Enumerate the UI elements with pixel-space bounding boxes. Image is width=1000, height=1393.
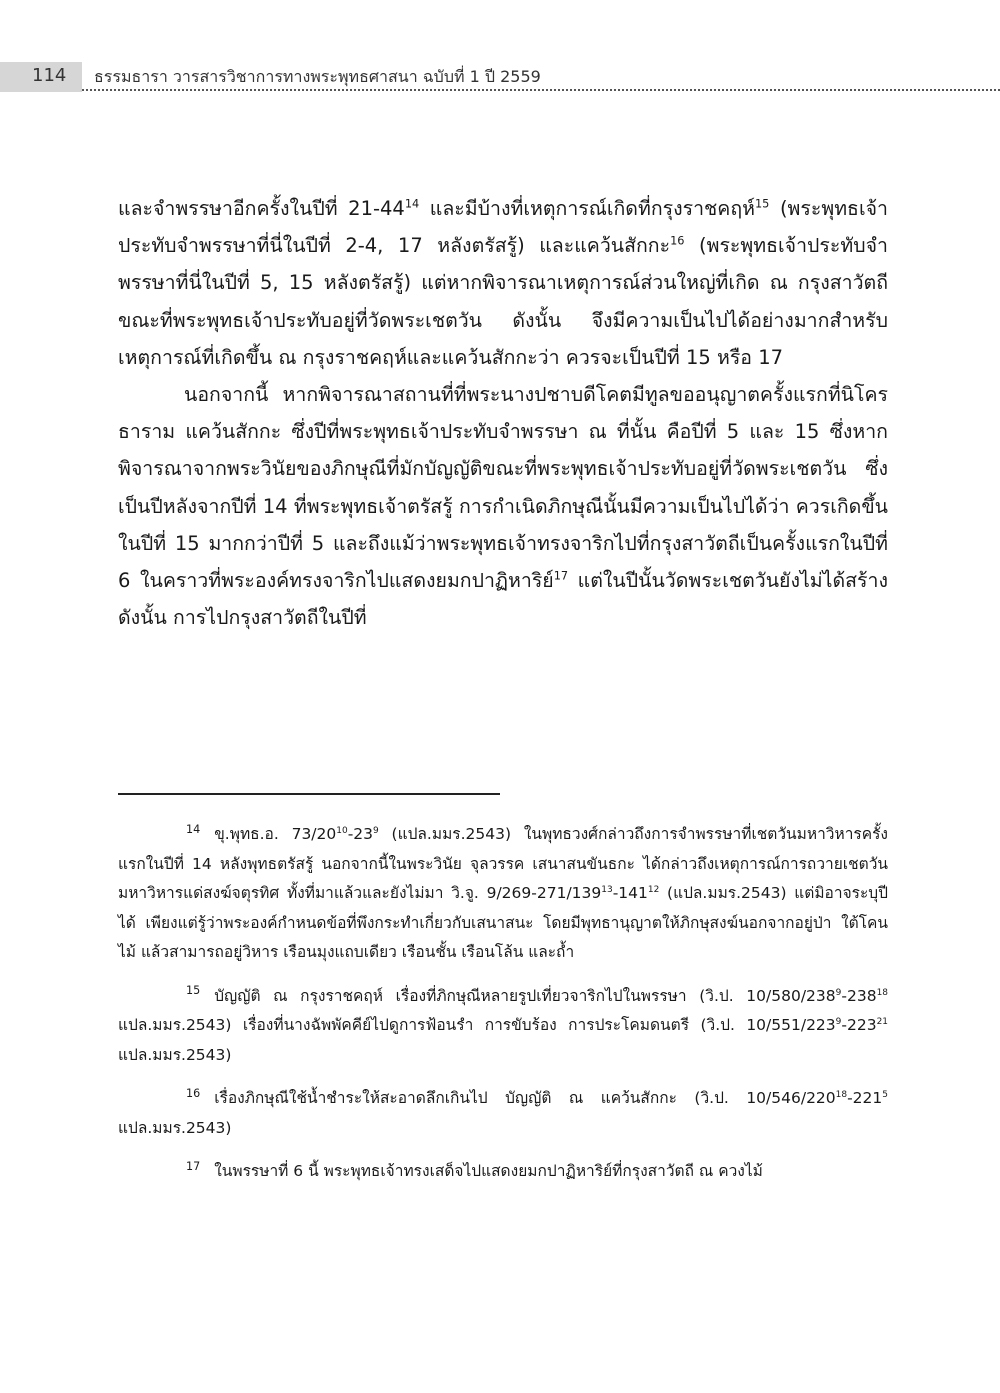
text-run: (พระพุทธเจ้าประทับจำพรรษาที่นี่ในปีที่ 2-4, 17 หลังตรัสรู้) และแคว้นสักกะ xyxy=(118,197,888,258)
text-run: เรื่องภิกษุณีใช้น้ำชำระให้สะอาดลึกเกินไป บัญญัติ ณ แคว้นสักกะ (วิ.ป. 10/546/220 xyxy=(214,1089,836,1107)
page-number: 114 xyxy=(32,65,67,86)
text-run: นอกจากนี้ หากพิจารณาสถานที่ที่พระนางปชาบดีโคตมีทูลขออนุญาตครั้งแรกที่นิโครธาราม แคว้นสักกะ ซึ่งปีที่พระพุทธเจ้าประทับจำพรรษา ณ ที่นั้น คือปีที่ 5 และ 15 ซึ่งหากพิจารณาจากพระวินัยของภิกษุณีที่มักบัญญัติขณะที่พระพุทธเจ้าประทับอยู่ที่วัดพระเชตวัน ซึ่งเป็นปีหลังจากปีที่ 14 ที่พระพุทธเจ้าตรัสรู้ การกำเนิดภิกษุณีนั้นมีความเป็นไปได้ว่า ควรเกิดขึ้นในปีที่ 15 มากกว่าปีที่ 5 และถึงแม้ว่าพระพุทธเจ้าทรงจาริกไปที่กรุงสาวัตถีเป็นครั้งแรกในปีที่ 6 ในคราวที่พระองค์ทรงจาริกไปแสดงยมกปาฏิหาริย์ xyxy=(118,383,888,593)
footnote-mark: 17 xyxy=(186,1159,201,1173)
superscript: 5 xyxy=(882,1089,888,1100)
text-run: แปล.มมร.2543) เรื่องที่นางฉัพพัคคีย์ไปดูการฟ้อนรำ การขับร้อง การประโคมดนตรี (วิ.ป. 10/551/223 xyxy=(118,1016,836,1034)
footnote-mark: 14 xyxy=(186,822,201,836)
superscript: 21 xyxy=(876,1016,888,1027)
footnote-16 xyxy=(118,1084,888,1143)
text-run: แต่ในปีนั้นวัดพระเชตวันยังไม่ได้สร้าง ดังนั้น การไปกรุงสาวัตถีในปีที่ xyxy=(118,569,888,630)
text-run: -238 xyxy=(841,986,877,1005)
text-run: -141 xyxy=(612,884,648,902)
text-run: และจำพรรษาอีกครั้งในปีที่ 21-44 xyxy=(118,197,405,220)
text-run: (แปล.มมร.2543) แต่มิอาจระบุปีได้ เพียงแต่รู้ว่าพระองค์กำหนดข้อที่พึงกระทำเกี่ยวกับเสนาสนะ โดยมีพุทธานุญาตให้ภิกษุสงฆ์นอกจากอยู่ป่า ใต้โคนไม้ แล้วสามารถอยู่วิหาร เรือนมุงแถบเดียว เรือนชั้น เรือนโล้น และถ้ำ xyxy=(118,884,888,961)
text-run: ขุ.พุทธ.อ. 73/20 xyxy=(214,825,337,843)
paragraph-2 xyxy=(118,376,888,636)
superscript: 9 xyxy=(835,1016,842,1027)
text-run: -223 xyxy=(841,1016,877,1034)
footnote-ref-16[interactable]: 16 xyxy=(670,234,685,248)
text-run: และมีบ้างที่เหตุการณ์เกิดที่กรุงราชคฤห์ xyxy=(419,197,755,220)
footnote-14 xyxy=(118,820,888,968)
text-run: -221 xyxy=(847,1089,883,1107)
footnote-17 xyxy=(118,1157,888,1187)
text-run: แปล.มมร.2543) xyxy=(118,1118,232,1137)
paragraph-1 xyxy=(118,190,888,376)
superscript: 9 xyxy=(835,987,842,998)
superscript: 10 xyxy=(336,825,348,836)
superscript: 18 xyxy=(835,1089,848,1100)
footnote-mark: 15 xyxy=(186,984,201,998)
text-run: ในพรรษาที่ 6 นี้ พระพุทธเจ้าทรงเสด็จไปแสดงยมกปาฏิหาริย์ที่กรุงสาวัตถี ณ ควงไม้ xyxy=(214,1162,763,1180)
text-run: -23 xyxy=(347,825,374,843)
header-dotted-rule xyxy=(82,89,1000,91)
footnote-mark: 16 xyxy=(186,1086,201,1100)
text-run: บัญญัติ ณ กรุงราชคฤห์ เรื่องที่ภิกษุณีหลายรูปเที่ยวจาริกไปในพรรษา (วิ.ป. 10/580/238 xyxy=(214,986,836,1005)
superscript: 18 xyxy=(876,987,888,998)
body-text xyxy=(118,190,888,636)
text-run: (แปล.มมร.2543) ในพุทธวงศ์กล่าวถึงการจำพรรษาที่เชตวันมหาวิหารครั้งแรกในปีที่ 14 หลังพุทธตรัสรู้ นอกจากนี้ในพระวินัย จุลวรรค เสนาสนขันธกะ ได้กล่าวถึงเหตุการณ์การถวายเชตวันมหาวิหารแด่สงฆ์จตุรทิศ ทั้งที่มาแล้วและยังไม่มา วิ.จู. 9/269-271/139 xyxy=(118,825,888,902)
footnotes xyxy=(118,820,888,1201)
journal-title: ธรรมธารา วารสารวิชาการทางพระพุทธศาสนา ฉบับที่ 1 ปี 2559 xyxy=(94,67,541,86)
superscript: 9 xyxy=(373,825,379,836)
page-header xyxy=(0,62,1000,92)
footnote-separator xyxy=(118,793,500,795)
footnote-ref-14[interactable]: 14 xyxy=(404,197,420,211)
text-run: แปล.มมร.2543) xyxy=(118,1045,232,1064)
superscript: 13 xyxy=(601,884,613,895)
superscript: 12 xyxy=(647,884,660,895)
footnote-ref-15[interactable]: 15 xyxy=(755,197,770,211)
page-number-box xyxy=(0,62,82,92)
footnote-ref-17[interactable]: 17 xyxy=(553,569,569,583)
text-run: (พระพุทธเจ้าประทับจำพรรษาที่นี่ในปีที่ 5, 15 หลังตรัสรู้) แต่หากพิจารณาเหตุการณ์ส่วนใหญ่ที่เกิด ณ กรุงสาวัตถี ขณะที่พระพุทธเจ้าประทับอยู่ที่วัดพระเชตวัน ดังนั้น จึงมีความเป็นไปได้อย่างมากสำหรับเหตุการณ์ที่เกิดขึ้น ณ กรุงราชคฤห์และแคว้นสักกะว่า ควรจะเป็นปีที่ 15 หรือ 17 xyxy=(118,234,888,369)
footnote-15 xyxy=(118,982,888,1071)
